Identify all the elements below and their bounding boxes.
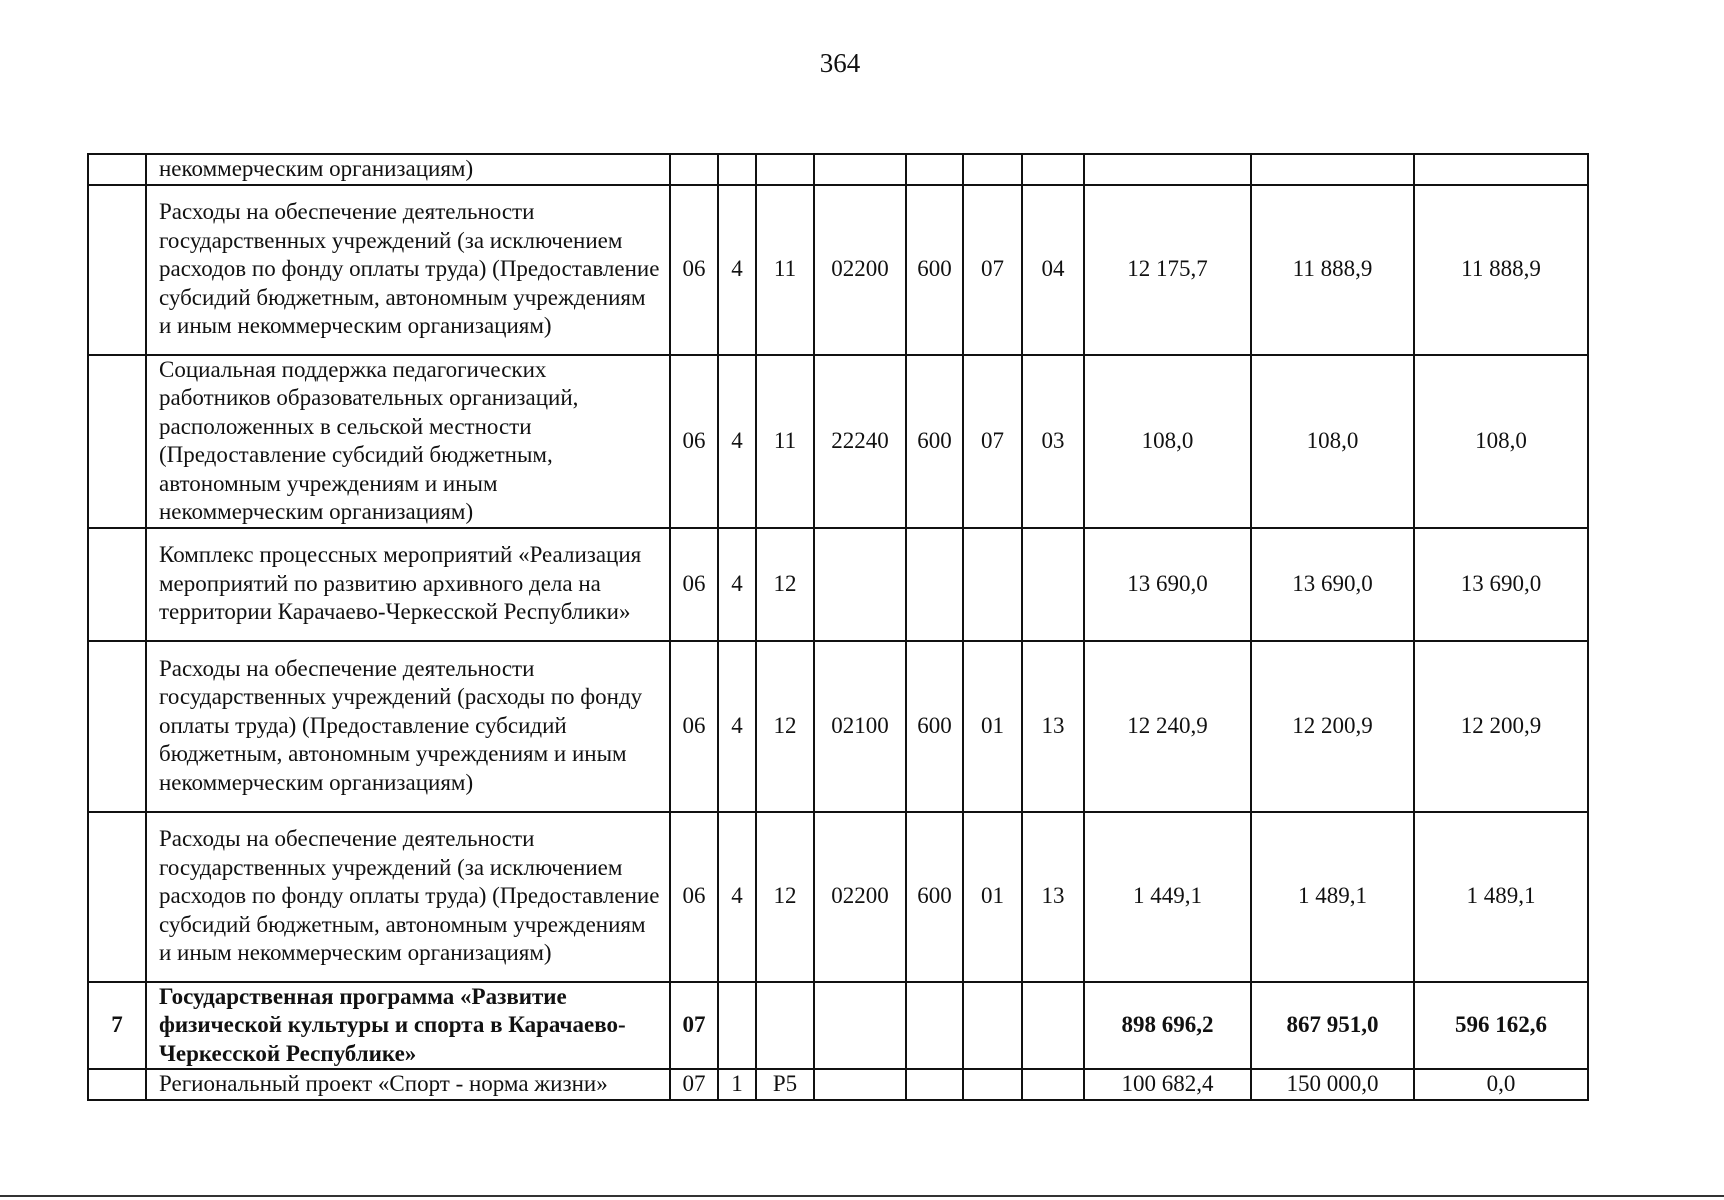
code-cell: 06 bbox=[670, 185, 718, 355]
amount-cell: 13 690,0 bbox=[1414, 528, 1588, 641]
row-number bbox=[88, 812, 146, 982]
row-number bbox=[88, 154, 146, 185]
amount-cell: 108,0 bbox=[1251, 355, 1414, 528]
code-cell: 600 bbox=[906, 185, 963, 355]
code-cell: 600 bbox=[906, 355, 963, 528]
amount-cell: 13 690,0 bbox=[1084, 528, 1251, 641]
table-row bbox=[88, 185, 1588, 355]
row-number bbox=[88, 528, 146, 641]
code-cell: 11 bbox=[756, 355, 814, 528]
amount-cell bbox=[1414, 154, 1588, 185]
budget-table bbox=[87, 153, 1589, 1101]
code-cell: 06 bbox=[670, 528, 718, 641]
code-cell: 12 bbox=[756, 812, 814, 982]
amount-cell: 0,0 bbox=[1414, 1069, 1588, 1100]
amount-cell: 11 888,9 bbox=[1251, 185, 1414, 355]
page-bottom-rule bbox=[0, 1195, 1724, 1197]
amount-cell: 898 696,2 bbox=[1084, 982, 1251, 1070]
code-cell: 06 bbox=[670, 355, 718, 528]
code-cell: 02200 bbox=[814, 185, 906, 355]
code-cell: 07 bbox=[670, 982, 718, 1070]
code-cell: 600 bbox=[906, 812, 963, 982]
code-cell bbox=[906, 982, 963, 1070]
code-cell bbox=[756, 982, 814, 1070]
table-row bbox=[88, 528, 1588, 641]
code-cell: 22240 bbox=[814, 355, 906, 528]
amount-cell: 150 000,0 bbox=[1251, 1069, 1414, 1100]
code-cell: 07 bbox=[963, 185, 1022, 355]
amount-cell: 12 240,9 bbox=[1084, 641, 1251, 812]
code-cell bbox=[963, 982, 1022, 1070]
code-cell bbox=[906, 1069, 963, 1100]
code-cell bbox=[963, 154, 1022, 185]
row-number bbox=[88, 355, 146, 528]
code-cell: 02200 bbox=[814, 812, 906, 982]
amount-cell: 108,0 bbox=[1084, 355, 1251, 528]
table-row bbox=[88, 1069, 1588, 1100]
code-cell bbox=[963, 1069, 1022, 1100]
row-number bbox=[88, 1069, 146, 1100]
code-cell bbox=[906, 154, 963, 185]
code-cell bbox=[1022, 982, 1084, 1070]
amount-cell: 12 200,9 bbox=[1251, 641, 1414, 812]
code-cell: 4 bbox=[718, 185, 756, 355]
code-cell: 12 bbox=[756, 528, 814, 641]
code-cell bbox=[814, 154, 906, 185]
row-description: Расходы на обеспечение деятельности государственных учреждений (расходы по фонду оплаты труда) (Предоставление субсидий бюджетным, автономным учреждениям и иным некоммерческим организациям) bbox=[146, 641, 670, 812]
amount-cell: 100 682,4 bbox=[1084, 1069, 1251, 1100]
amount-cell: 1 489,1 bbox=[1251, 812, 1414, 982]
amount-cell: 13 690,0 bbox=[1251, 528, 1414, 641]
code-cell bbox=[718, 982, 756, 1070]
code-cell: 06 bbox=[670, 812, 718, 982]
code-cell: 4 bbox=[718, 641, 756, 812]
row-description: Расходы на обеспечение деятельности государственных учреждений (за исключением расходов по фонду оплаты труда) (Предоставление субсидий бюджетным, автономным учреждениям и иным некоммерческим организациям) bbox=[146, 185, 670, 355]
code-cell bbox=[1022, 1069, 1084, 1100]
table-row bbox=[88, 355, 1588, 528]
amount-cell bbox=[1084, 154, 1251, 185]
amount-cell: 108,0 bbox=[1414, 355, 1588, 528]
code-cell: 07 bbox=[963, 355, 1022, 528]
code-cell bbox=[1022, 154, 1084, 185]
code-cell bbox=[718, 154, 756, 185]
row-number: 7 bbox=[88, 982, 146, 1070]
code-cell: 01 bbox=[963, 641, 1022, 812]
code-cell bbox=[670, 154, 718, 185]
code-cell bbox=[963, 528, 1022, 641]
code-cell: 11 bbox=[756, 185, 814, 355]
code-cell: 1 bbox=[718, 1069, 756, 1100]
code-cell: Р5 bbox=[756, 1069, 814, 1100]
amount-cell: 596 162,6 bbox=[1414, 982, 1588, 1070]
amount-cell: 11 888,9 bbox=[1414, 185, 1588, 355]
table-row bbox=[88, 812, 1588, 982]
code-cell: 4 bbox=[718, 355, 756, 528]
code-cell: 06 bbox=[670, 641, 718, 812]
code-cell: 12 bbox=[756, 641, 814, 812]
table-row bbox=[88, 154, 1588, 185]
row-description: некоммерческим организациям) bbox=[146, 154, 670, 185]
amount-cell: 1 449,1 bbox=[1084, 812, 1251, 982]
amount-cell bbox=[1251, 154, 1414, 185]
amount-cell: 1 489,1 bbox=[1414, 812, 1588, 982]
row-description: Социальная поддержка педагогических работников образовательных организаций, расположенных в сельской местности (Предоставление субсидий бюджетным, автономным учреждениям и иным некоммерческим организациям) bbox=[146, 355, 670, 528]
row-description: Комплекс процессных мероприятий «Реализация мероприятий по развитию архивного дела на территории Карачаево-Черкесской Республики» bbox=[146, 528, 670, 641]
amount-cell: 12 200,9 bbox=[1414, 641, 1588, 812]
code-cell bbox=[814, 1069, 906, 1100]
code-cell: 4 bbox=[718, 812, 756, 982]
table-row-program bbox=[88, 982, 1588, 1070]
page-number: 364 bbox=[819, 48, 861, 78]
row-description: Расходы на обеспечение деятельности государственных учреждений (за исключением расходов по фонду оплаты труда) (Предоставление субсидий бюджетным, автономным учреждениям и иным некоммерческим организациям) bbox=[146, 812, 670, 982]
row-description: Государственная программа «Развитие физической культуры и спорта в Карачаево-Черкесской Республике» bbox=[146, 982, 670, 1070]
code-cell bbox=[756, 154, 814, 185]
amount-cell: 867 951,0 bbox=[1251, 982, 1414, 1070]
code-cell bbox=[1022, 528, 1084, 641]
code-cell: 07 bbox=[670, 1069, 718, 1100]
code-cell: 600 bbox=[906, 641, 963, 812]
code-cell: 13 bbox=[1022, 641, 1084, 812]
code-cell: 02100 bbox=[814, 641, 906, 812]
row-number bbox=[88, 641, 146, 812]
code-cell bbox=[814, 982, 906, 1070]
table-row bbox=[88, 641, 1588, 812]
code-cell: 13 bbox=[1022, 812, 1084, 982]
code-cell bbox=[906, 528, 963, 641]
row-number bbox=[88, 185, 146, 355]
amount-cell: 12 175,7 bbox=[1084, 185, 1251, 355]
code-cell bbox=[814, 528, 906, 641]
code-cell: 4 bbox=[718, 528, 756, 641]
code-cell: 04 bbox=[1022, 185, 1084, 355]
code-cell: 03 bbox=[1022, 355, 1084, 528]
row-description: Региональный проект «Спорт - норма жизни» bbox=[146, 1069, 670, 1100]
code-cell: 01 bbox=[963, 812, 1022, 982]
